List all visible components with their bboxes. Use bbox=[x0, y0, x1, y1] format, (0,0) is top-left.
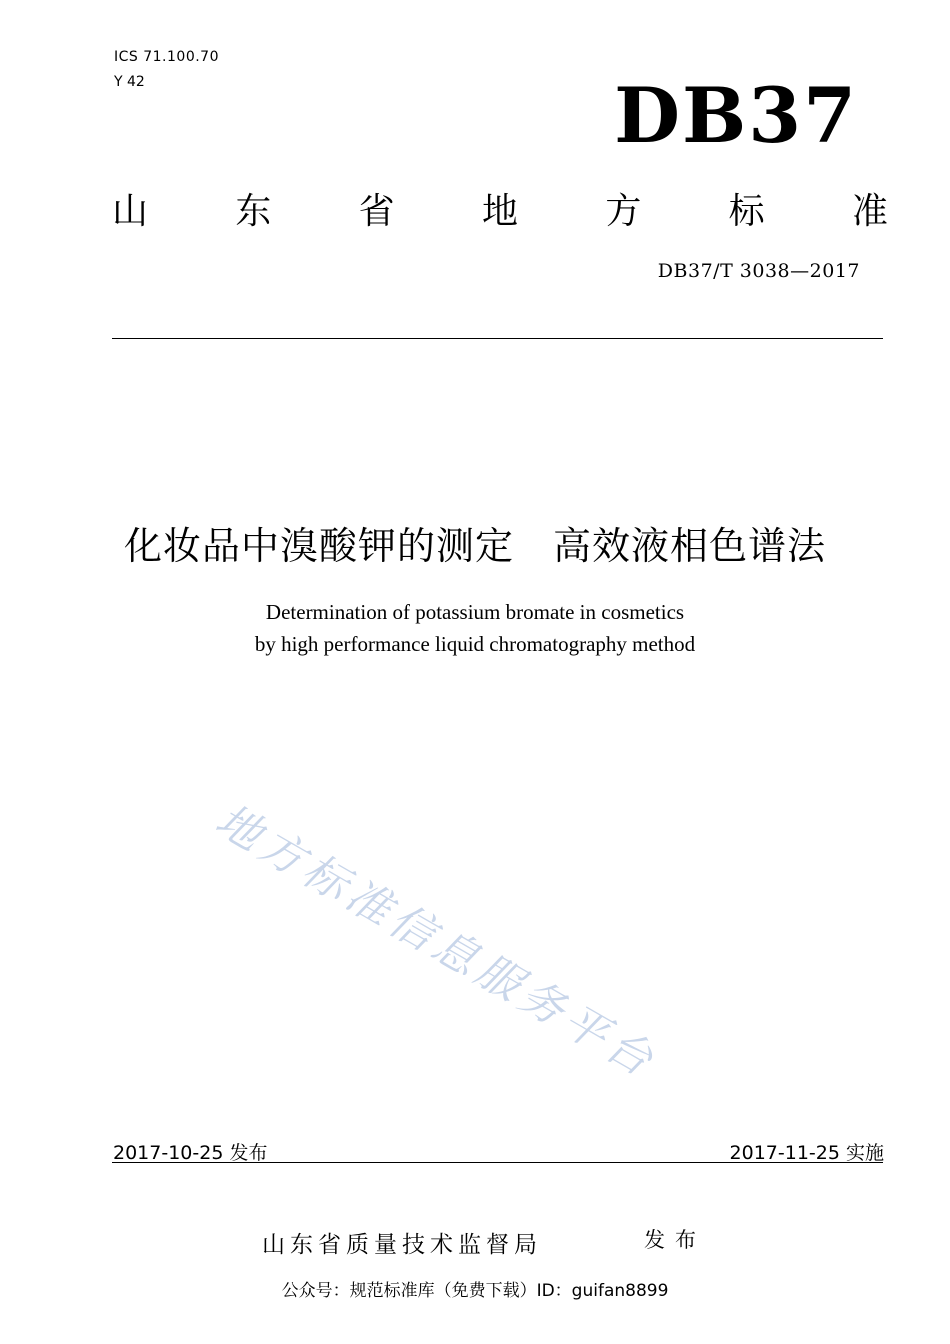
issuer-action: 发布 bbox=[644, 1228, 706, 1252]
classification-code: Y 42 bbox=[114, 74, 145, 90]
standard-type-char: 山 bbox=[112, 190, 149, 232]
ics-code: ICS 71.100.70 bbox=[114, 49, 219, 65]
issuer-name: 山东省质量技术监督局 bbox=[262, 1232, 542, 1258]
footer-note: 公众号：规范标准库（免费下载）ID：guifan8899 bbox=[281, 1281, 669, 1301]
watermark: 地方标准信息服务平台 bbox=[207, 794, 666, 1089]
standard-type-char: 准 bbox=[851, 190, 888, 232]
implementation-date: 2017-11-25 实施 bbox=[729, 1142, 884, 1164]
standard-type-char: 方 bbox=[605, 190, 642, 232]
title-english-line2: by high performance liquid chromatography method bbox=[254, 632, 696, 656]
standard-type-heading bbox=[112, 186, 888, 230]
standard-type-char: 标 bbox=[728, 190, 765, 232]
bottom-divider bbox=[112, 1162, 883, 1163]
standard-type-char: 地 bbox=[481, 190, 518, 232]
standard-type-char: 东 bbox=[235, 190, 272, 232]
db-code-logo: DB37 bbox=[614, 71, 858, 160]
title-chinese: 化妆品中溴酸钾的测定 高效液相色谱法 bbox=[123, 524, 826, 568]
top-divider bbox=[112, 338, 883, 339]
title-english-line1: Determination of potassium bromate in cosmetics bbox=[265, 600, 685, 624]
standard-type-char: 省 bbox=[358, 190, 395, 232]
title-english bbox=[0, 596, 950, 660]
issue-date: 2017-10-25 发布 bbox=[113, 1142, 268, 1164]
standard-number: DB37/T 3038—2017 bbox=[657, 260, 860, 282]
